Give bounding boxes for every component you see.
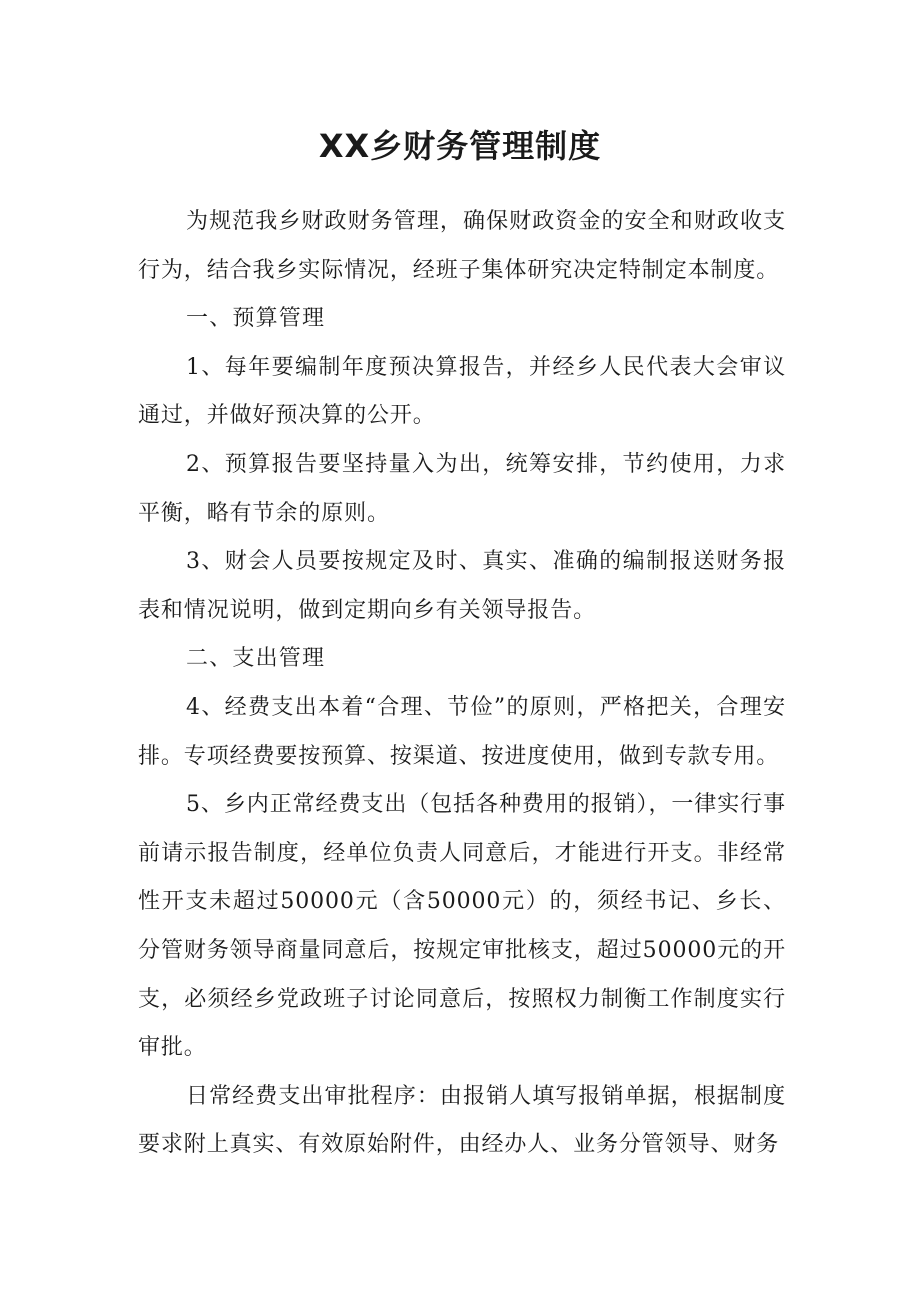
- intro-paragraph: 为规范我乡财政财务管理，确保财政资金的安全和财政收支行为，结合我乡实际情况，经班子集体研究决定特制定本制度。: [138, 209, 786, 283]
- document-body: [138, 198, 786, 1170]
- section-heading-budget: 一、预算管理: [186, 306, 326, 332]
- clause-1: 1、每年要编制年度预决算报告，并经乡人民代表大会审议通过，并做好预决算的公开。: [138, 354, 786, 429]
- section-heading-expenditure: 二、支出管理: [186, 646, 326, 672]
- approval-procedure-paragraph: 日常经费支出审批程序：由报销人填写报销单据，根据制度要求附上真实、有效原始附件，由经办人、业务分管领导、财务: [138, 1083, 786, 1158]
- clause-4: 4、经费支出本着“合理、节俭”的原则，严格把关，合理安排。专项经费要按预算、按渠道、按进度使用，做到专款专用。: [138, 694, 786, 769]
- clause-2: 2、预算报告要坚持量入为出，统筹安排，节约使用，力求平衡，略有节余的原则。: [138, 451, 786, 526]
- clause-3: 3、财会人员要按规定及时、真实、准确的编制报送财务报表和情况说明，做到定期向乡有关领导报告。: [138, 549, 786, 623]
- document-title: XX乡财务管理制度: [318, 127, 602, 165]
- clause-5: 5、乡内正常经费支出（包括各种费用的报销），一律实行事前请示报告制度，经单位负责人同意后，才能进行开支。非经常性开支未超过50000元（含50000元）的，须经书记、乡长、分管财务领导商量同意后，按规定审批核支，超过50000元的开支，必须经乡党政班子讨论同意后，按照权力制衡工作制度实行审批。: [138, 792, 786, 1061]
